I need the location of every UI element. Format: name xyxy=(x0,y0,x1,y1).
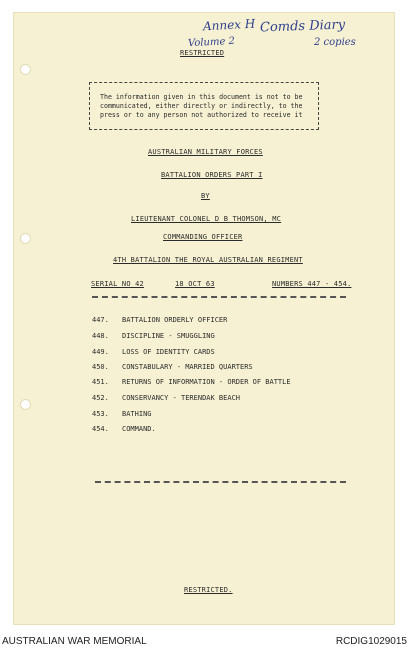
order-item-title: CONSTABULARY - MARRIED QUARTERS xyxy=(122,363,253,371)
divider-rule xyxy=(95,481,346,483)
order-item-title: LOSS OF IDENTITY CARDS xyxy=(122,348,215,356)
order-item xyxy=(92,410,152,418)
orders-date: 18 OCT 63 xyxy=(175,280,215,288)
notice-line: press or to any person not authorized to receive it xyxy=(100,111,303,119)
order-item xyxy=(92,378,291,386)
order-item-number: 452. xyxy=(92,394,109,402)
by-label: BY xyxy=(201,192,210,200)
order-item-number: 448. xyxy=(92,332,109,340)
order-item-title: DISCIPLINE - SMUGGLING xyxy=(122,332,215,340)
handwritten-annex: Annex H xyxy=(202,16,256,34)
order-item xyxy=(92,363,253,371)
classification-bottom: RESTRICTED. xyxy=(184,586,233,594)
serial-number: SERIAL NO 42 xyxy=(91,280,144,288)
handwritten-diary: Comds Diary xyxy=(259,17,346,36)
order-item-number: 453. xyxy=(92,410,109,418)
order-item xyxy=(92,394,240,402)
order-item-title: BATHING xyxy=(122,410,152,418)
order-item-title: BATTALION ORDERLY OFFICER xyxy=(122,316,228,324)
handwritten-copies: 2 copies xyxy=(314,37,356,48)
force-heading: AUSTRALIAN MILITARY FORCES xyxy=(148,148,263,156)
order-item-number: 451. xyxy=(92,378,109,386)
classification-top: RESTRICTED xyxy=(180,49,225,57)
unit-name: 4TH BATTALION THE ROYAL AUSTRALIAN REGIMENT xyxy=(113,256,303,264)
order-item-title: CONSERVANCY - TERENDAK BEACH xyxy=(122,394,241,402)
notice-line: The information given in this document is not to be xyxy=(100,93,303,101)
order-item xyxy=(92,425,156,433)
order-item-number: 449. xyxy=(92,348,109,356)
order-numbers: NUMBERS 447 - 454. xyxy=(272,280,352,288)
order-item xyxy=(92,348,215,356)
order-item-number: 450. xyxy=(92,363,109,371)
orders-title: BATTALION ORDERS PART I xyxy=(161,171,263,179)
notice-line: communicated, either directly or indirectly, to the xyxy=(100,102,303,110)
commander-role: COMMANDING OFFICER xyxy=(163,233,243,241)
order-item-number: 454. xyxy=(92,425,109,433)
security-notice-box xyxy=(89,82,319,130)
order-item-title: COMMAND. xyxy=(122,425,156,433)
handwritten-volume: Volume 2 xyxy=(187,35,236,50)
punch-hole xyxy=(20,399,31,410)
punch-hole xyxy=(20,64,31,75)
order-item-title: RETURNS OF INFORMATION - ORDER OF BATTLE xyxy=(122,378,291,386)
punch-hole xyxy=(20,233,31,244)
commander-name: LIEUTENANT COLONEL D B THOMSON, MC xyxy=(131,215,282,223)
archive-credit: AUSTRALIAN WAR MEMORIAL xyxy=(2,636,147,647)
order-item xyxy=(92,332,215,340)
order-item-number: 447. xyxy=(92,316,109,324)
order-item xyxy=(92,316,227,324)
archive-id: RCDIG1029015 xyxy=(335,636,407,647)
divider-rule xyxy=(92,296,346,298)
